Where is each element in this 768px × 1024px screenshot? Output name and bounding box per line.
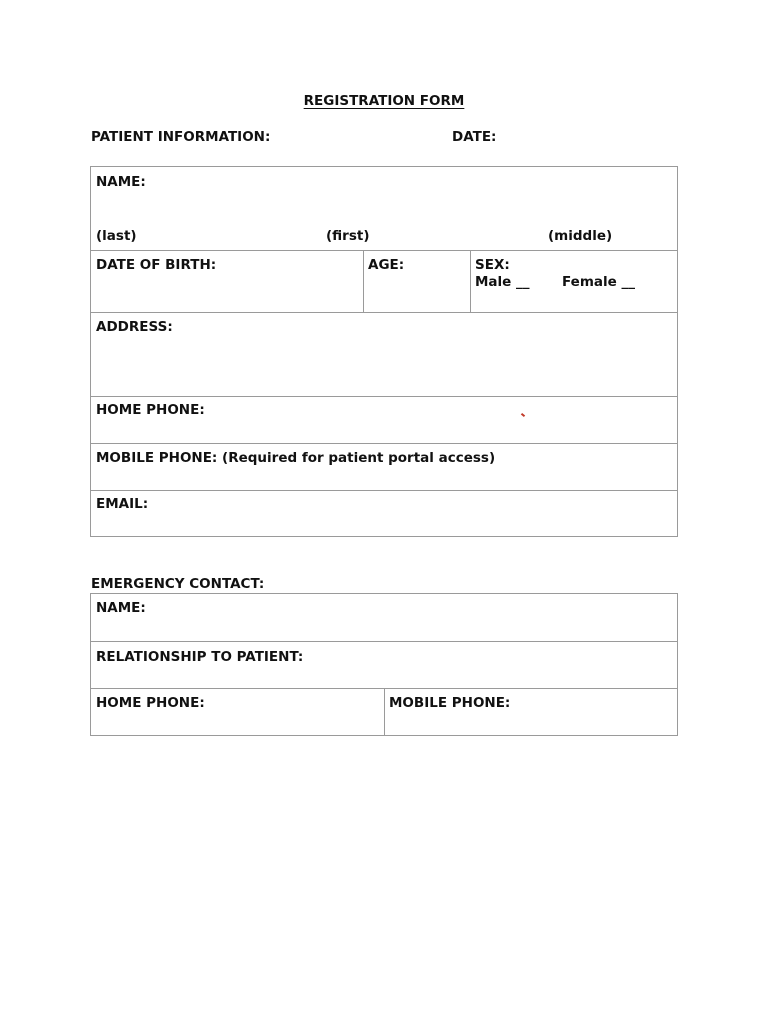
address-row[interactable] [91,313,677,397]
sex-cell [471,251,677,312]
patient-info-table [90,166,678,537]
email-label: EMAIL: [96,496,149,512]
address-label: ADDRESS: [96,319,173,335]
emergency-name-row[interactable] [91,594,677,642]
emergency-mobile-phone-label: MOBILE PHONE: [389,695,511,711]
emergency-contact-table [90,593,678,736]
dob-label: DATE OF BIRTH: [96,257,217,273]
home-phone-row[interactable] [91,397,677,444]
age-label: AGE: [368,257,405,273]
emergency-phones-row [91,689,677,735]
patient-info-heading: PATIENT INFORMATION: [91,129,271,145]
emergency-contact-heading: EMERGENCY CONTACT: [91,576,265,592]
home-phone-label: HOME PHONE: [96,402,205,418]
emergency-home-phone-cell[interactable] [91,689,384,735]
dob-age-sex-row [91,251,677,313]
first-name-label: (first) [326,228,370,244]
male-option[interactable]: Male __ [475,274,530,290]
mobile-phone-label: MOBILE PHONE: (Required for patient portal access) [96,450,496,466]
relationship-label: RELATIONSHIP TO PATIENT: [96,649,304,665]
form-title: REGISTRATION FORM [303,93,465,109]
dob-cell[interactable] [91,251,363,312]
emergency-home-phone-label: HOME PHONE: [96,695,205,711]
email-row[interactable] [91,491,677,536]
age-cell[interactable] [364,251,470,312]
name-label: NAME: [96,174,146,190]
mobile-phone-row[interactable] [91,444,677,491]
sex-label: SEX: [475,257,510,273]
name-row[interactable] [91,167,677,251]
middle-name-label: (middle) [548,228,613,244]
date-label: DATE: [452,129,497,145]
emergency-mobile-phone-cell[interactable] [385,689,677,735]
last-name-label: (last) [96,228,137,244]
emergency-name-label: NAME: [96,600,146,616]
female-option[interactable]: Female __ [562,274,635,290]
relationship-row[interactable] [91,642,677,689]
